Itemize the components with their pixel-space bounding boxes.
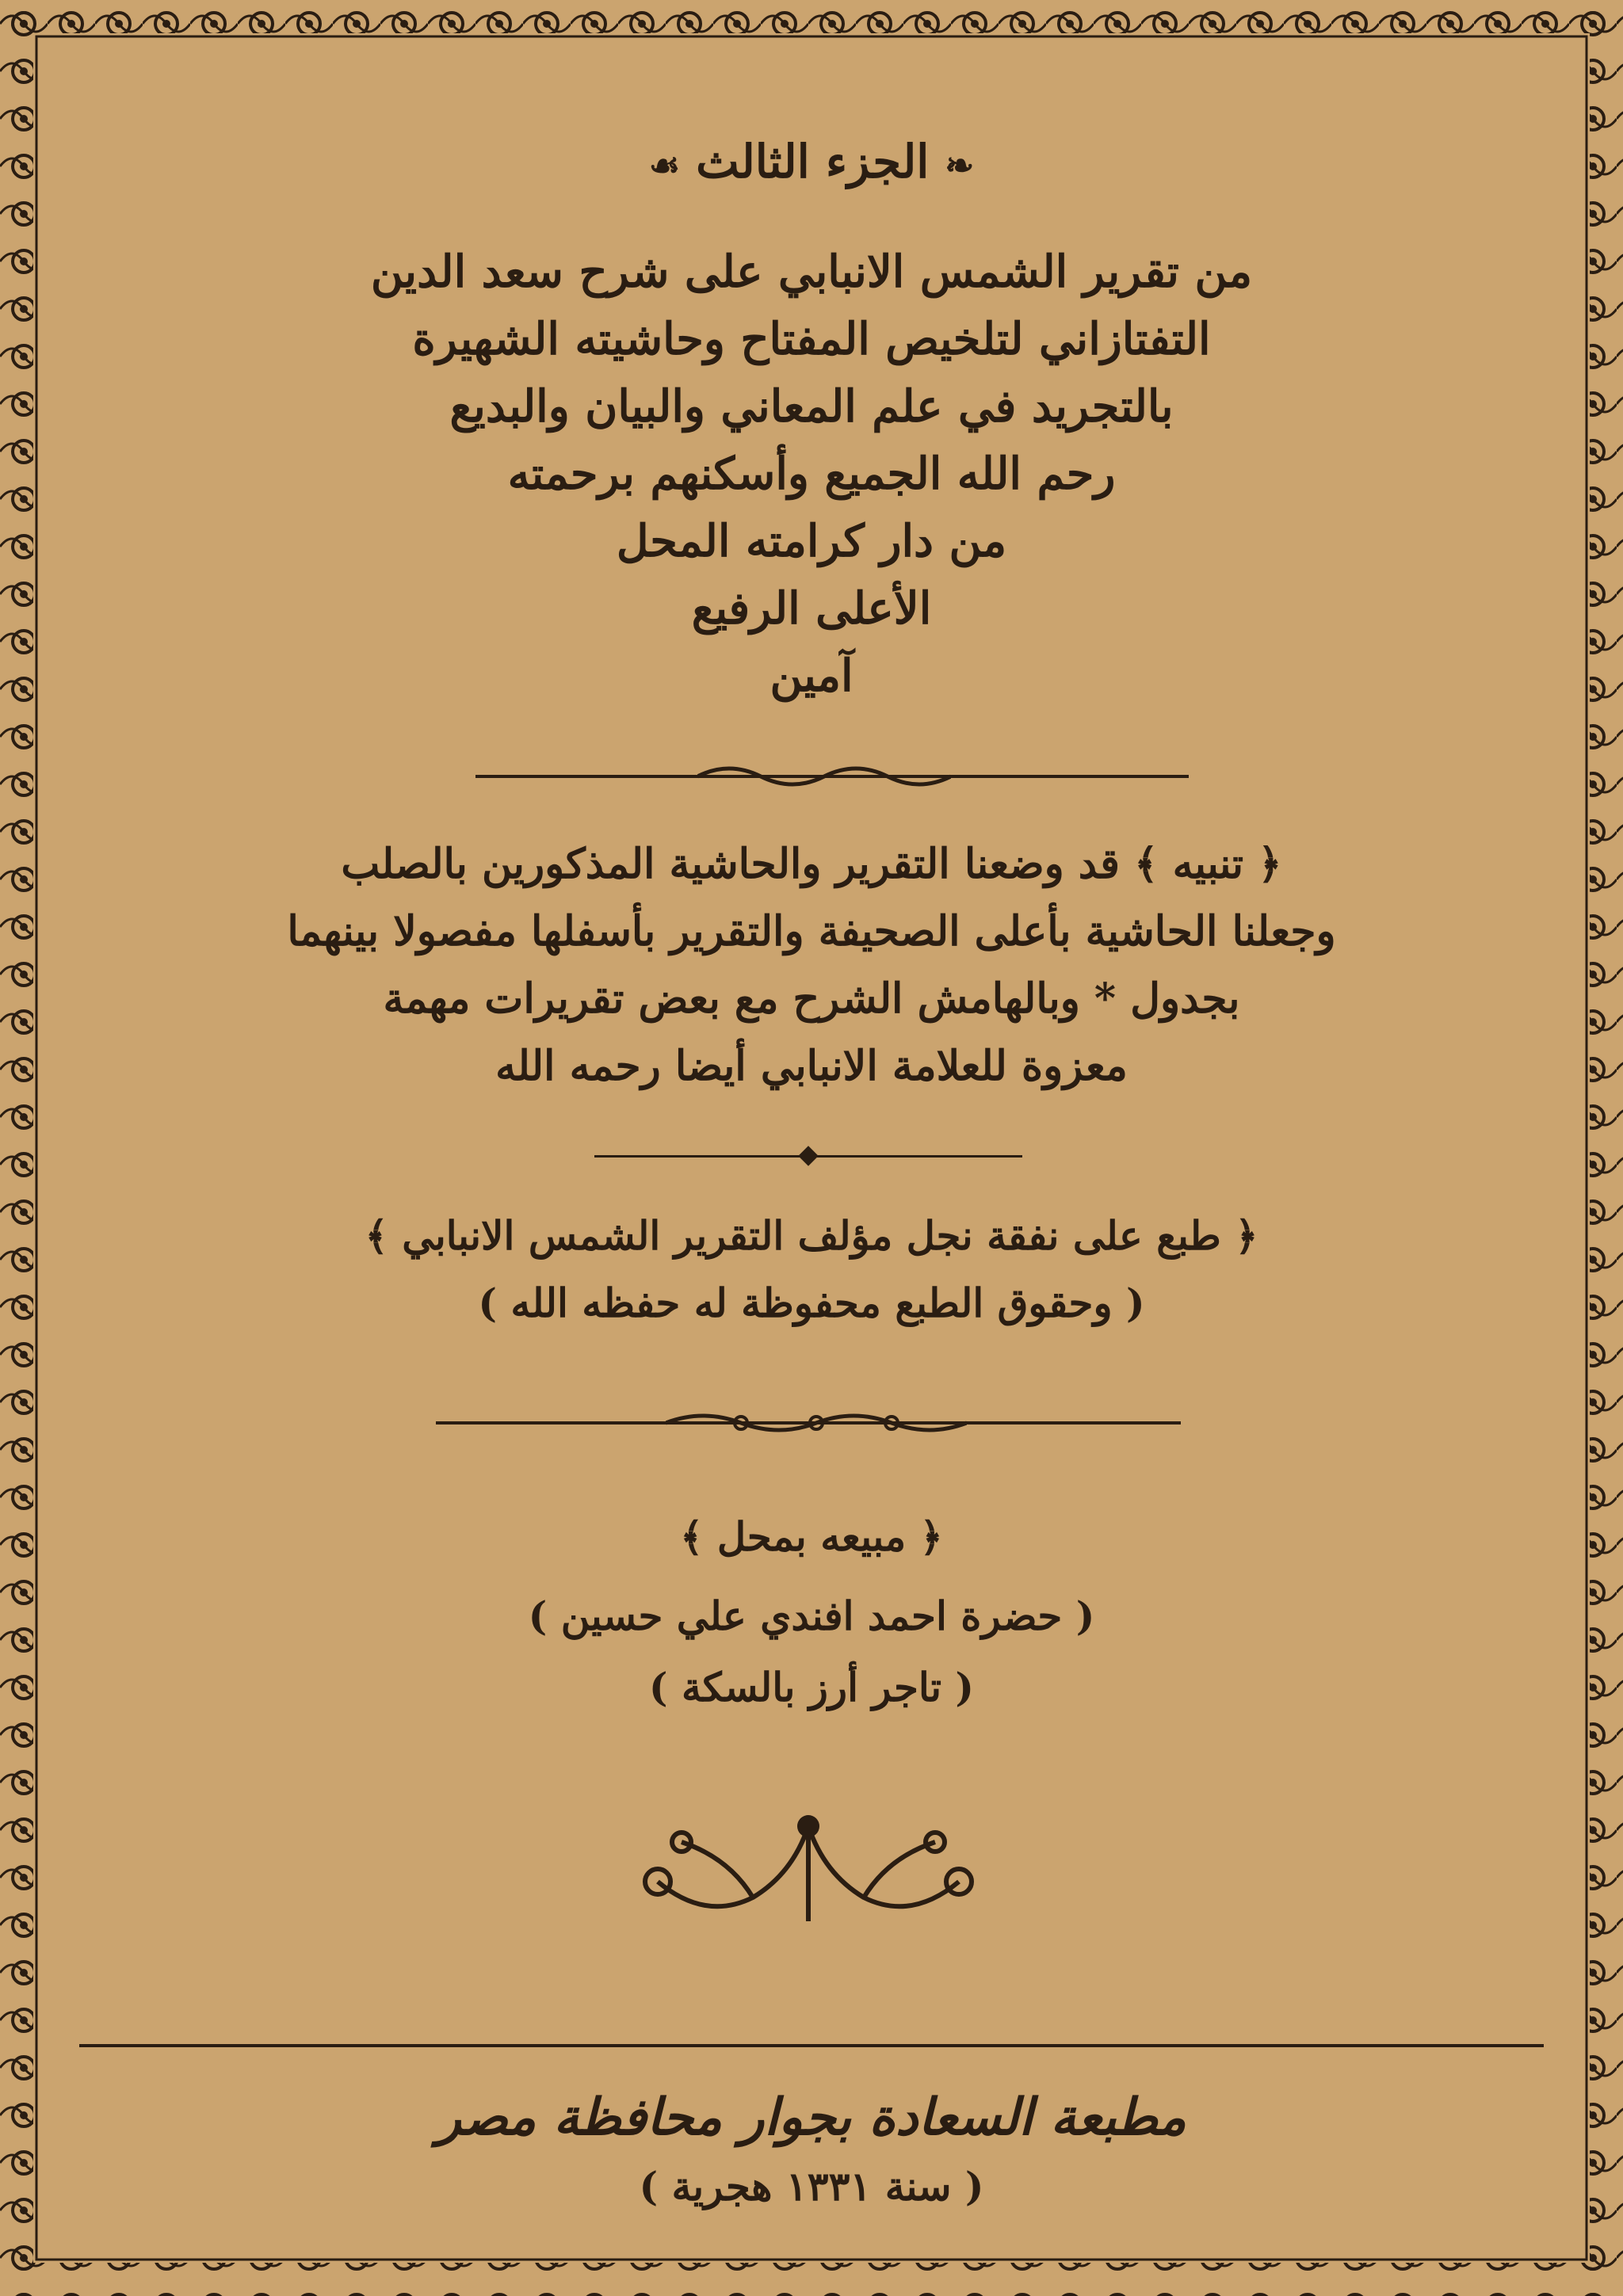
seller-heading: ﴿ مبيعه بمحل ﴾ [680,1513,943,1560]
floral-vignette [634,1810,983,1929]
title-line-7: آمين [769,650,854,702]
printing-line-1: ﴿ طبع على نفقة نجل مؤلف التقرير الشمس الانبابي ﴾ [365,1212,1258,1259]
part-title [95,135,1528,189]
seller-line-1: ( حضرة احمد افندي علي حسين ) [528,1592,1095,1639]
title-line-5: من دار كرامته المحل [616,515,1007,567]
notice-line-2: وجعلنا الحاشية بأعلى الصحيفة والتقرير بأسفلها مفصولا بينهما [287,907,1336,955]
notice-line-4: معزوة للعلامة الانبابي أيضا رحمه الله [495,1042,1128,1090]
divider-diamond [798,1146,818,1165]
title-line-3: بالتجريد في علم المعاني والبيان والبديع [449,380,1174,433]
notice-line-1: ﴿ تنبيه ﴾ قد وضعنا التقرير والحاشية المذكورين بالصلب [341,840,1282,888]
divider-ornament-3 [666,1407,967,1439]
press-year: ( سنة ١٣٣١ هجرية ) [639,2163,984,2210]
title-line-4: رحم الله الجميع وأسكنهم برحمته [507,448,1116,500]
title-ornament-left: ☙ [648,146,681,186]
title-line-2: التفتازاني لتلخيص المفتاح وحاشيته الشهيرة [412,313,1211,365]
page-content [95,103,1528,2210]
seller-line-2: ( تاجر أرز بالسكة ) [648,1664,975,1711]
part-title-text: الجزء الثالث [696,135,930,189]
bottom-rule [79,2044,1544,2047]
notice-line-3: بجدول * وبالهامش الشرح مع بعض تقريرات مهمة [383,974,1240,1023]
title-ornament-right: ❧ [945,146,975,186]
title-line-1: من تقرير الشمس الانبابي على شرح سعد الدين [370,246,1253,298]
press-name: مطبعة السعادة بجوار محافظة مصر [437,2088,1186,2147]
printing-line-2: ( وحقوق الطبع محفوظة له حفظه الله ) [478,1280,1145,1326]
divider-ornament-1 [697,761,951,792]
title-line-6: الأعلى الرفيع [691,582,932,635]
